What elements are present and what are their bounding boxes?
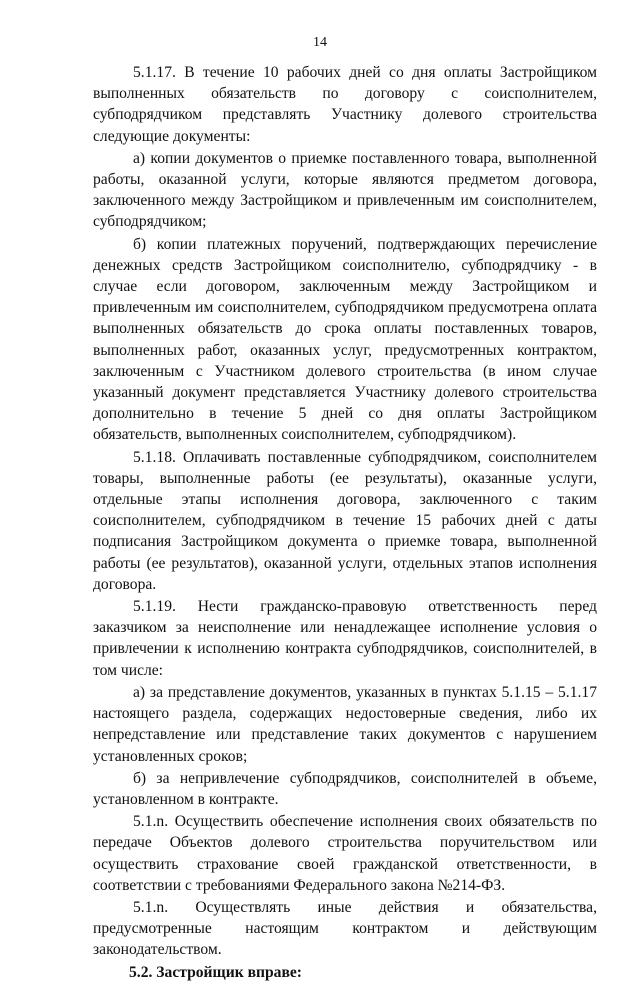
section-heading-5-2: 5.2. Застройщик вправе: (129, 963, 302, 981)
paragraph-5-1-17-a: а) копии документов о приемке поставленного товара, выполненной работы, оказанной услуги, которые являются предметом договора, заключенного между Застройщиком и привлеченным им соисполнителем, субподрядчиком; (93, 149, 597, 231)
paragraph-5-1-19: 5.1.19. Нести гражданско-правовую ответственность перед заказчиком за неисполнение или ненадлежащее исполнение условия о привлечении к исполнению контракта субподрядчиков, соисполнителей, в том числе: (93, 598, 597, 679)
document-body (93, 62, 597, 983)
paragraph-5-1-17: 5.1.17. В течение 10 рабочих дней со дня оплаты Застройщиком выполненных обязательств по договору с соисполнителем, субподрядчиком представлять Участнику долевого строительства следующие документы: (93, 64, 597, 145)
paragraph-5-1-17-b: б) копии платежных поручений, подтверждающих перечисление денежных средств Застройщиком соисполнителю, субподрядчику - в случае если договором, заключенным между Застройщиком и привлеченным им соисполнителем, субподрядчиком предусмотрена оплата выполненных обязательств до срока оплаты поставленных товаров, выполненных работ, оказанных услуг, предусмотренных контрактом, заключенным с Участником долевого строительства (в ином случае указанный документ представляется Участнику долевого строительства дополнительно в течение 5 дней со дня оплаты Застройщиком обязательств, выполненных соисполнителем, субподрядчиком). (93, 235, 597, 444)
paragraph-5-1-19-a: а) за представление документов, указанных в пунктах 5.1.15 – 5.1.17 настоящего раздела, содержащих недостоверные сведения, либо их непредставление или представление таких документов с нарушением установленных сроков; (93, 683, 597, 765)
paragraph-5-1-18: 5.1.18. Оплачивать поставленные субподрядчиком, соисполнителем товары, выполненные работы (ее результаты), оказанные услуги, отдельные этапы исполнения договора, заключенного с таким соисполнителем, субподрядчиком в течение 15 рабочих дней с даты подписания Застройщиком документа о приемке товара, выполненной работы (ее результатов), оказанной услуги, отдельных этапов исполнения договора. (93, 448, 597, 593)
page-number: 14 (313, 35, 327, 50)
paragraph-5-1-n-other: 5.1.n. Осуществлять иные действия и обязательства, предусмотренные настоящим контрактом и действующим законодательством. (93, 898, 597, 959)
paragraph-5-1-19-b: б) за непривлечение субподрядчиков, соисполнителей в объеме, установленном в контракте. (93, 769, 597, 808)
paragraph-5-1-n-security: 5.1.n. Осуществить обеспечение исполнения своих обязательств по передаче Объектов долевого строительства поручительством или осуществить страхование своей гражданской ответственности, в соответствии с требованиями Федерального закона №214-ФЗ. (93, 813, 597, 894)
